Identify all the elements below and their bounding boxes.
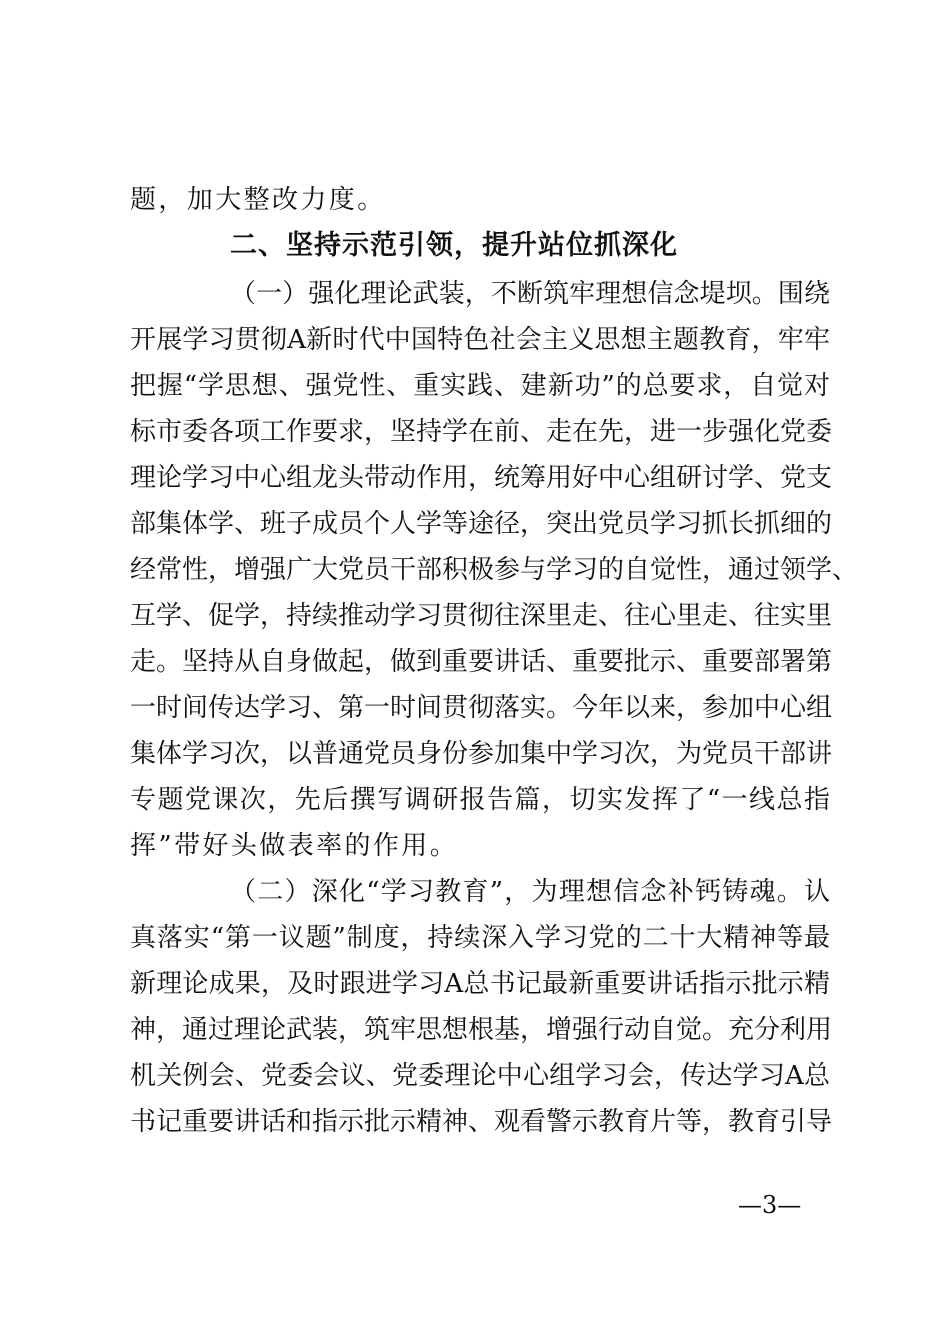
paragraph-line: 新理论成果，及时跟进学习A总书记最新重要讲话指示批示精 xyxy=(130,969,830,999)
section-heading: 二、坚持示范引领，提升站位抓深化 xyxy=(230,230,678,261)
intro-line: 题，加大整改力度。 xyxy=(130,185,386,215)
paragraph-line: （二）深化“学习教育”，为理想信念补钙铸魂。认 xyxy=(230,877,830,907)
paragraph-line: 一时间传达学习、第一时间贯彻落实。今年以来，参加中心组 xyxy=(130,693,833,723)
page-number: —3— xyxy=(738,1191,802,1219)
paragraph-line: 部集体学、班子成员个人学等途径，突出党员学习抓长抓细的 xyxy=(130,509,833,539)
paragraph-line: 把握“学思想、强党性、重实践、建新功”的总要求，自觉对 xyxy=(130,371,830,401)
paragraph-line: 书记重要讲话和指示批示精神、观看警示教育片等，教育引导 xyxy=(130,1107,833,1137)
paragraph-line: 标市委各项工作要求，坚持学在前、走在先，进一步强化党委 xyxy=(130,417,833,447)
paragraph-line: 互学、促学，持续推动学习贯彻往深里走、往心里走、往实里 xyxy=(130,601,833,631)
paragraph-line: 走。坚持从自身做起，做到重要讲话、重要批示、重要部署第 xyxy=(130,647,833,677)
paragraph-line: 开展学习贯彻A新时代中国特色社会主义思想主题教育，牢牢 xyxy=(130,325,830,355)
paragraph-line: 机关例会、党委会议、党委理论中心组学习会，传达学习A总 xyxy=(130,1061,830,1091)
paragraph-line: 理论学习中心组龙头带动作用，统筹用好中心组研讨学、党支 xyxy=(130,463,833,493)
paragraph-line: 集体学习次，以普通党员身份参加集中学习次，为党员干部讲 xyxy=(130,739,833,769)
paragraph-line: 真落实“第一议题”制度，持续深入学习党的二十大精神等最 xyxy=(130,923,830,953)
paragraph-line: 专题党课次，先后撰写调研报告篇，切实发挥了“一线总指 xyxy=(130,785,830,815)
paragraph-line: 经常性，增强广大党员干部积极参与学习的自觉性，通过领学、 xyxy=(130,555,859,585)
paragraph-line: 神，通过理论武装，筑牢思想根基，增强行动自觉。充分利用 xyxy=(130,1015,833,1045)
paragraph-line: （一）强化理论武装，不断筑牢理想信念堤坝。围绕 xyxy=(230,279,830,309)
paragraph-line: 挥”带好头做表率的作用。 xyxy=(130,831,459,861)
